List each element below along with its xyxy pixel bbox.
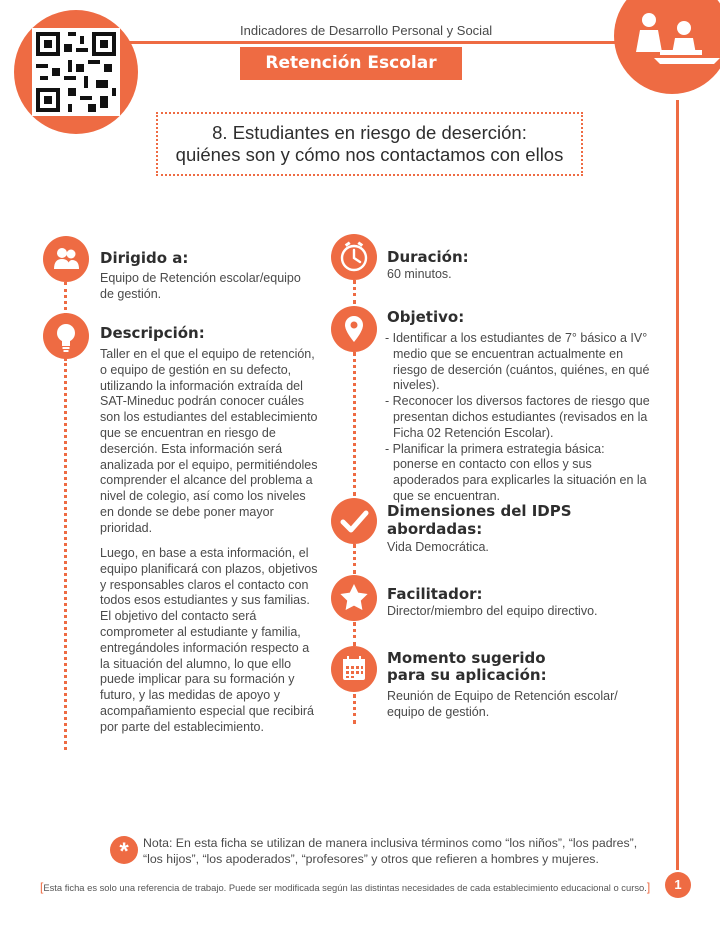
title-line-1: 8. Estudiantes en riesgo de deserción: — [212, 122, 527, 143]
momento-heading-line-1: Momento sugerido — [387, 649, 546, 667]
objetivo-heading: Objetivo: — [387, 308, 465, 326]
dimensiones-heading-line-2: abordadas: — [387, 520, 483, 538]
lightbulb-icon — [43, 313, 89, 359]
facilitador-heading: Facilitador: — [387, 585, 483, 603]
objetivo-list — [385, 331, 651, 505]
footer-disclaimer: [Esta ficha es solo una referencia de trabajo. Puede ser modificada según las distintas necesidades de cada establecimiento educacional o curso.] — [40, 880, 651, 894]
section-banner: Retención Escolar — [240, 47, 462, 80]
duracion-heading: Duración: — [387, 248, 469, 266]
list-item: - Reconocer los diversos factores de riesgo que presentan dichos estudiantes (revisados en la Ficha 02 Retención Escolar). — [385, 394, 650, 440]
top-rule — [120, 41, 640, 44]
checkmark-icon — [331, 498, 377, 544]
right-rule — [676, 100, 679, 870]
inclusive-language-note: Nota: En esta ficha se utilizan de manera inclusiva términos como “los niños”, “los padres”, “los hijos”, “los apoderados”, “profesores” y otros que refieren a hombres y mujeres. — [143, 836, 638, 866]
descripcion-heading: Descripción: — [100, 324, 205, 342]
dimensiones-heading-line-1: Dimensiones del IDPS — [387, 502, 572, 520]
page-title — [156, 112, 583, 176]
clock-icon — [331, 234, 377, 280]
star-icon — [331, 575, 377, 621]
connector-right-2 — [353, 352, 356, 496]
connector-right-5 — [353, 694, 356, 724]
connector-right-4 — [353, 622, 356, 646]
descripcion-paragraph-2: Luego, en base a esta información, el equipo planificará con plazos, objetivos y responsables claros el contacto con todos esos estudiantes y sus familias. El objetivo del contacto será comprometer al estudiante y familia, entregándoles información respecto a la situación del alumno, lo que ello puede implicar para su formación y futuro, y las medidas de apoyo y acompañamiento especial que recibirá por parte del establecimiento. — [100, 546, 318, 734]
section-label: Indicadores de Desarrollo Personal y Social — [240, 23, 493, 38]
location-pin-icon — [331, 306, 377, 352]
connector-right-3 — [353, 544, 356, 574]
connector-right-1 — [353, 280, 356, 304]
page-number: 1 — [665, 872, 691, 898]
qr-code-icon[interactable] — [32, 28, 120, 116]
duracion-text: 60 minutos. — [387, 267, 452, 281]
list-item: - Identificar a los estudiantes de 7° básico a IV° medio que se encuentran actualmente en riesgo de deserción (cuántos, quiénes, en qué niveles). — [385, 331, 650, 393]
momento-text: Reunión de Equipo de Retención escolar/ equipo de gestión. — [387, 689, 618, 719]
list-item: - Planificar la primera estrategia básica: ponerse en contacto con ellos y sus apoderados para explicarles la situación en la que se encuentran. — [385, 441, 647, 503]
descripcion-paragraph-1: Taller en el que el equipo de retención, o equipo de gestión en su defecto, utilizando la información extraída del SAT-Mineduc podrán conocer cuáles son los estudiantes del establecimiento que se encuentran en riesgo de deserción. Esta información será analizada por el equipo, permitiéndoles comprender el alcance del problema a nivel de colegio, así como los niveles en donde se debe poner mayor prioridad. — [100, 347, 318, 535]
dimensiones-heading — [387, 502, 572, 538]
momento-heading-line-2: para su aplicación: — [387, 666, 547, 684]
calendar-icon — [331, 646, 377, 692]
dirigido-text: Equipo de Retención escolar/equipo de gestión. — [100, 271, 301, 301]
corner-badge — [614, 0, 720, 94]
asterisk-icon: * — [110, 836, 138, 864]
momento-heading — [387, 650, 547, 684]
people-icon — [43, 236, 89, 282]
dirigido-heading: Dirigido a: — [100, 249, 189, 267]
people-meeting-icon — [614, 0, 720, 94]
connector-left-2 — [64, 358, 67, 750]
title-line-2: quiénes son y cómo nos contactamos con ellos — [175, 144, 564, 165]
footer-text: Esta ficha es solo una referencia de trabajo. Puede ser modificada según las distintas necesidades de cada establecimiento educacional o curso. — [43, 882, 647, 893]
connector-left-1 — [64, 282, 67, 316]
dimensiones-text: Vida Democrática. — [387, 540, 489, 554]
facilitador-text: Director/miembro del equipo directivo. — [387, 604, 598, 618]
